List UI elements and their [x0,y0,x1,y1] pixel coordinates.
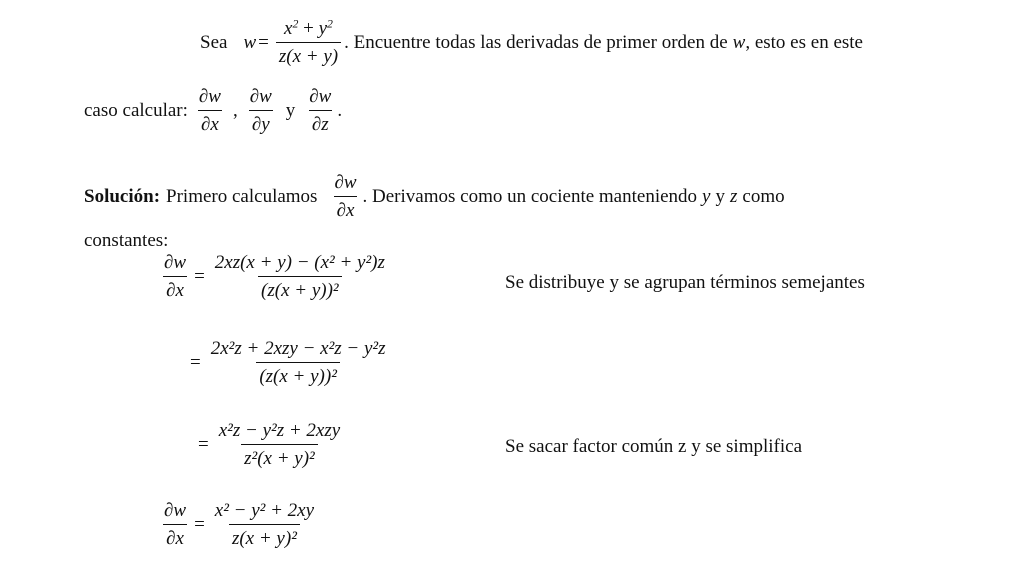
step2-denominator: (z(x + y))² [256,362,340,388]
solution-partial-x: ∂x [334,196,358,222]
partial-z-denominator: ∂z [309,110,332,136]
num-y-exponent: 2 [327,17,333,31]
w-definition-fraction [276,18,341,68]
step1-rhs-fraction [212,252,388,302]
step3-note: Se sacar factor común z y se simplifica [505,436,803,457]
num-x-exponent: 2 [292,17,299,31]
step1-equals: = [194,265,205,287]
solution-and-word: y [715,185,725,207]
solution-label: Solución: [84,185,161,207]
partial-x-denominator: ∂x [198,110,222,136]
step3-fraction [216,420,343,470]
intro-text-after-definition: . Encuentre todas las derivadas de primer orden de [344,31,728,53]
step3-numerator: x²z − y²z + 2xzy [218,420,341,441]
step4-denominator: z(x + y)² [229,524,300,550]
num-plus: + [298,18,319,39]
partial-w-numerator-3: ∂w [309,86,332,107]
step4-lhs-numerator: ∂w [164,500,187,521]
period: . [337,99,343,121]
solution-line [84,172,785,222]
step1-lhs-denominator: ∂x [163,276,187,302]
partial-w-partial-x [196,86,224,136]
step3-denominator: z²(x + y)² [241,444,318,470]
partial-w-partial-z [306,86,334,136]
derivation-step-2 [188,338,392,388]
derivation-step-3 [196,420,346,470]
intro-line-2 [84,86,342,136]
solution-var-y: y [702,185,711,207]
num-x: x [284,18,293,39]
solution-text-2: . Derivamos como un cociente manteniendo [362,185,698,207]
partial-w-partial-y [247,86,275,136]
derivation-step-1 [158,252,391,302]
step1-denominator: (z(x + y))² [258,276,342,302]
step4-rhs-fraction [212,500,317,550]
w-definition-numerator [281,18,336,42]
step2-fraction [208,338,389,388]
solution-partial-fraction [331,172,359,222]
solution-text-3: como [742,185,785,207]
partial-w-numerator: ∂w [198,86,221,107]
step1-lhs-fraction [161,252,189,302]
step1-lhs-numerator: ∂w [164,252,187,273]
w-variable-2: w [732,31,746,53]
step4-lhs-denominator: ∂x [163,524,187,550]
solution-text-1: Primero calculamos [166,185,318,207]
y-conjunction: y [285,99,296,121]
derivation-step-4 [158,500,320,550]
step1-note: Se distribuye y se agrupan términos semejantes [505,272,865,293]
comma-separator: , [232,99,238,121]
constantes-text: constantes: [84,230,169,251]
partial-w-numerator-2: ∂w [249,86,272,107]
intro-line-1 [200,18,863,68]
step4-equals: = [194,513,205,535]
solution-partial-w: ∂w [334,172,357,193]
step2-equals: = [190,351,201,373]
w-variable: w [243,31,257,53]
w-definition-denominator: z(x + y) [276,42,341,68]
equals-sign: = [258,31,269,53]
step2-numerator: 2x²z + 2xzy − x²z − y²z [210,338,386,359]
intro-text-end: , esto es en este [745,31,863,53]
sea-label: Sea [200,31,228,53]
step3-equals: = [198,433,209,455]
num-y: y [318,18,328,39]
partial-y-denominator: ∂y [249,110,273,136]
step1-numerator: 2xz(x + y) − (x² + y²)z [214,252,385,273]
caso-calcular-label: caso calcular: [84,99,188,121]
step4-numerator: x² − y² + 2xy [214,500,315,521]
solution-var-z: z [729,185,738,207]
step4-lhs-fraction [161,500,189,550]
